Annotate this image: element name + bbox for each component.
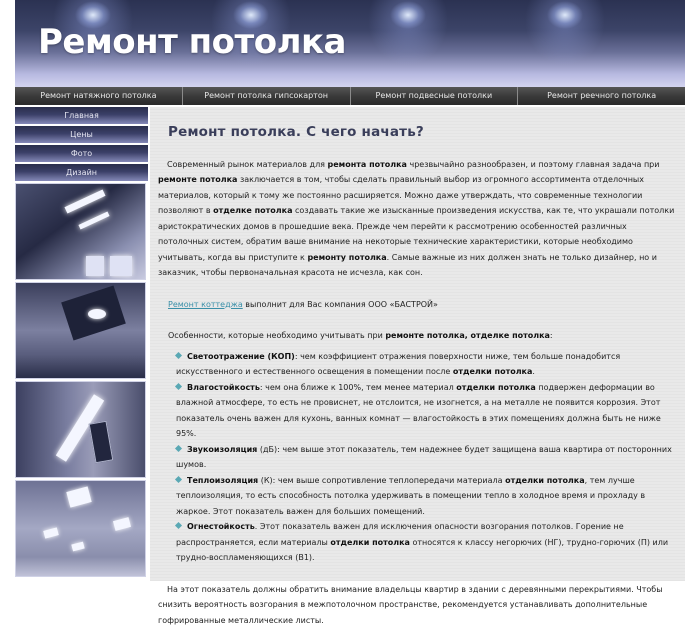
list-item bbox=[176, 349, 675, 380]
sidebar-item-design[interactable]: Дизайн bbox=[15, 164, 148, 181]
text: заключается в том, чтобы сделать правильный выбор из огромного ассортимента отделочных материалов, который к тому же постоянно расширяется. Можно даже утверждать, что современные технологии позволяют в bbox=[158, 175, 644, 215]
feature-name: Влагостойкость bbox=[187, 383, 260, 392]
top-nav bbox=[15, 87, 685, 105]
text: Особенности, которые необходимо учитывать при bbox=[168, 331, 385, 340]
main-content bbox=[150, 107, 685, 581]
text: выполнит для Вас компания ООО «БАСТРОЙ» bbox=[243, 300, 438, 309]
sidebar-item-photo[interactable]: Фото bbox=[15, 145, 148, 162]
topnav-item-slat-ceiling[interactable]: Ремонт реечного потолка bbox=[518, 87, 685, 105]
page-title: Ремонт потолка. С чего начать? bbox=[168, 125, 675, 141]
text: . Этот показатель важен для исключения опасности возгорания потолков. Горение не распространяется, если материалы bbox=[176, 522, 624, 547]
text: Современный рынок материалов для bbox=[167, 160, 328, 169]
window-icon bbox=[110, 256, 132, 276]
topnav-item-suspended-ceiling[interactable]: Ремонт подвесные потолки bbox=[351, 87, 519, 105]
picture-frame-icon bbox=[89, 421, 114, 464]
closing-paragraph: На этот показатель должны обратить внимание владельцы квартир в здании с деревянными перекрытиями. Чтобы снизить вероятность возгорания в межпотолочном пространстве, рекомендуется устанавливать дополнительные гофрированные металлические листы. bbox=[158, 582, 675, 628]
ceiling-light-icon bbox=[43, 527, 59, 538]
list-item bbox=[176, 519, 675, 566]
intro-paragraph bbox=[158, 157, 675, 281]
site-title: Ремонт потолка bbox=[38, 22, 346, 62]
keyword: ремонту потолка bbox=[307, 253, 386, 262]
keyword: отделке потолка bbox=[213, 206, 292, 215]
topnav-item-drywall-ceiling[interactable]: Ремонт потолка гипсокартон bbox=[183, 87, 351, 105]
keyword: ремонте потолка, отделке потолка bbox=[385, 331, 550, 340]
cottage-repair-link[interactable]: Ремонт коттеджа bbox=[168, 300, 243, 309]
text: : bbox=[550, 331, 553, 340]
topnav-item-stretch-ceiling[interactable]: Ремонт натяжного потолка bbox=[15, 87, 183, 105]
ceiling-light-icon bbox=[88, 309, 106, 319]
ceiling-photo-2 bbox=[15, 282, 146, 379]
text: . bbox=[532, 367, 535, 376]
text: : чем коэффициент отражения поверхности ниже, тем больше понадобится искусственного и естественного освещения в помещении после bbox=[176, 352, 620, 377]
diamond-bullet-icon bbox=[175, 444, 182, 451]
text: чрезвычайно разнообразен, и поэтому главная задача при bbox=[407, 160, 660, 169]
diamond-bullet-icon bbox=[175, 475, 182, 482]
list-item bbox=[176, 380, 675, 442]
keyword: отделки потолка bbox=[456, 383, 536, 392]
text: создавать такие же изысканные произведения искусства, как те, что украшали потолки аристократических домов в прошедшие века. Прежде чем перейти к рассмотрению особенностей различных потолочных систем, обратим ваше внимание на некоторые технические характеристики, которые необходимо учитывать, когда вы приступите к bbox=[158, 206, 674, 262]
spacer bbox=[158, 281, 675, 297]
window-icon bbox=[86, 256, 104, 276]
page bbox=[15, 0, 685, 581]
ceiling-photo-4 bbox=[15, 480, 146, 577]
spacer bbox=[158, 312, 675, 328]
keyword: отделки потолка bbox=[330, 538, 410, 547]
keyword: ремонта потолка bbox=[328, 160, 407, 169]
sidebar-item-home[interactable]: Главная bbox=[15, 107, 148, 124]
text: (дБ): чем выше этот показатель, тем надежнее будет защищена ваша квартира от посторонних шумов. bbox=[176, 445, 672, 470]
keyword: ремонте потолка bbox=[158, 175, 237, 184]
features-list bbox=[158, 349, 675, 566]
diamond-bullet-icon bbox=[175, 522, 182, 529]
ceiling-photo-3 bbox=[15, 381, 146, 478]
feature-name: Звукоизоляция bbox=[187, 445, 257, 454]
light-strip-icon bbox=[64, 189, 105, 213]
spacer bbox=[158, 566, 675, 582]
ceiling-light-icon bbox=[71, 542, 84, 552]
promo-line bbox=[168, 297, 675, 313]
ceiling-photo-1 bbox=[15, 183, 146, 280]
text: , тем лучше теплоизоляция, то есть способность потолка удерживать в помещении тепло в холодное время и прохладу в жаркое. Этот показатель важен для больших помещений. bbox=[176, 476, 645, 516]
text: (К): чем выше сопротивление теплопередачи материала bbox=[258, 476, 505, 485]
light-strip-icon bbox=[78, 211, 109, 229]
ceiling-light-icon bbox=[66, 486, 91, 507]
sidebar-item-prices[interactable]: Цены bbox=[15, 126, 148, 143]
diamond-bullet-icon bbox=[175, 351, 182, 358]
diamond-bullet-icon bbox=[175, 382, 182, 389]
ceiling-light-icon bbox=[113, 517, 131, 531]
text: подвержен деформации во влажной атмосфере, то есть не провиснет, не отслоится, не изогнется, а на металле не появится коррозия. Этот показатель очень важен для кухонь, ванных комнат — влагостойкость в этих помещениях должна быть не ниже 95%. bbox=[176, 383, 661, 439]
header-banner bbox=[15, 0, 685, 87]
sidebar bbox=[15, 107, 148, 581]
list-item bbox=[176, 473, 675, 520]
list-item bbox=[176, 442, 675, 473]
keyword: отделки потолка bbox=[505, 476, 585, 485]
text: : чем она ближе к 100%, тем менее материал bbox=[260, 383, 456, 392]
text: . Самые важные из них должен знать не только дизайнер, но и заказчик, чтобы первоначальная красота не исчезла, как сон. bbox=[158, 253, 657, 278]
feature-name: Теплоизоляция bbox=[187, 476, 258, 485]
feature-name: Светоотражение (КОП) bbox=[187, 352, 295, 361]
features-intro bbox=[168, 328, 675, 344]
text: относятся к классу негорючих (НГ), трудно-горючих (П) или трудно-воспламеняющихся (В1). bbox=[176, 538, 668, 563]
feature-name: Огнестойкость bbox=[187, 522, 255, 531]
keyword: отделки потолка bbox=[453, 367, 533, 376]
